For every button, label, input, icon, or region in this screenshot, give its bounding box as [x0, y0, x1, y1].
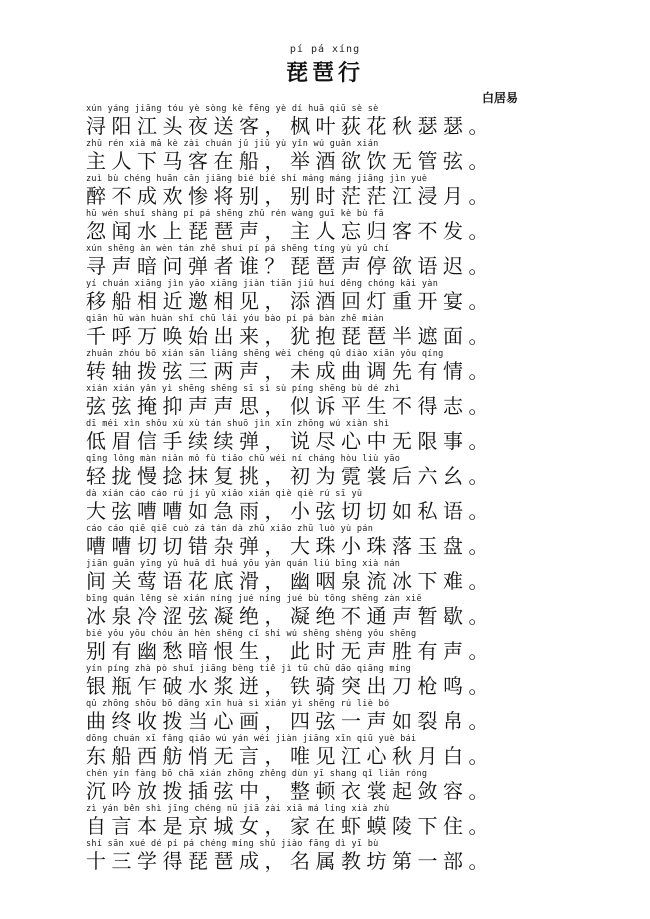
- poem-line: [86, 104, 556, 139]
- poem-line: [86, 839, 556, 874]
- line-pinyin: xún yáng jiāng tóu yè sòng kè fēng yè dí huā qiū sè sè: [86, 104, 379, 114]
- line-text: 曲终收拨当心画，四弦一声如裂帛。: [86, 709, 494, 733]
- line-text: 轻拢慢捻抹复挑，初为霓裳后六幺。: [86, 464, 494, 488]
- line-pinyin: qǔ zhōng shōu bō dāng xīn huà sì xián yì shēng rú liè bó: [86, 699, 390, 709]
- poem-line: [86, 489, 556, 524]
- poem-line: [86, 524, 556, 559]
- poem-line: [86, 384, 556, 419]
- poem-line: [86, 349, 556, 384]
- line-text: 低眉信手续续弹，说尽心中无限事。: [86, 429, 494, 453]
- poem-line: [86, 804, 556, 839]
- poem-title: 琵琶行: [285, 60, 364, 86]
- poem-line: [86, 139, 556, 174]
- line-pinyin: yí chuán xiāng jìn yāo xiāng jiàn tiān jiǔ huí dēng chóng kāi yàn: [86, 279, 439, 289]
- line-text: 弦弦掩抑声声思，似诉平生不得志。: [86, 394, 494, 418]
- line-text: 移船相近邀相见，添酒回灯重开宴。: [86, 289, 494, 313]
- line-pinyin: dōng chuán xī fǎng qiǎo wú yán wéi jiàn jiāng xīn qiū yuè bái: [86, 734, 417, 744]
- line-pinyin: yín píng zhà pò shuǐ jiāng bèng tiě jì tū chū dāo qiāng míng: [86, 664, 412, 674]
- poem-line: [86, 419, 556, 454]
- line-text: 大弦嘈嘈如急雨，小弦切切如私语。: [86, 499, 494, 523]
- line-pinyin: zhǔ rén xià mǎ kè zài chuán jǔ jiǔ yù yǐn wú guǎn xián: [86, 139, 379, 149]
- line-pinyin: xián xián yǎn yì shēng shēng sī sì sù píng shēng bù dé zhì: [86, 384, 401, 394]
- poem-line: [86, 314, 556, 349]
- line-text: 醉不成欢惨将别，别时茫茫江浸月。: [86, 184, 494, 208]
- poem-line: [86, 559, 556, 594]
- line-pinyin: bié yǒu yōu chóu àn hèn shēng cǐ shí wú shēng shèng yǒu shēng: [86, 629, 417, 639]
- poem-line: [86, 454, 556, 489]
- poem-line: [86, 209, 556, 244]
- line-pinyin: zuì bù chéng huān cǎn jiāng bié bié shí máng máng jiāng jìn yuè: [86, 174, 428, 184]
- line-text: 浔阳江头夜送客，枫叶荻花秋瑟瑟。: [86, 114, 494, 138]
- line-pinyin: chén yín fàng bō chā xián zhōng zhěng dùn yī shang qǐ liǎn róng: [86, 769, 428, 779]
- line-text: 寻声暗问弹者谁？琵琶声停欲语迟。: [86, 254, 494, 278]
- line-pinyin: dī méi xìn shǒu xù xù tán shuō jìn xīn zhōng wú xiàn shì: [86, 419, 390, 429]
- line-text: 东船西舫悄无言，唯见江心秋月白。: [86, 744, 494, 768]
- line-text: 冰泉冷涩弦凝绝，凝绝不通声暂歇。: [86, 604, 494, 628]
- poem-line: [86, 279, 556, 314]
- poem-line: [86, 664, 556, 699]
- line-pinyin: qiān hū wàn huàn shǐ chū lái yóu bào pí pá bàn zhē miàn: [86, 314, 384, 324]
- line-text: 沉吟放拨插弦中，整顿衣裳起敛容。: [86, 779, 494, 803]
- line-text: 十三学得琵琶成，名属教坊第一部。: [86, 849, 494, 873]
- poem-line: [86, 244, 556, 279]
- poem-body: [86, 104, 556, 874]
- line-text: 转轴拨弦三两声，未成曲调先有情。: [86, 359, 494, 383]
- line-text: 别有幽愁暗恨生，此时无声胜有声。: [86, 639, 494, 663]
- line-text: 忽闻水上琵琶声，主人忘归客不发。: [86, 219, 494, 243]
- line-text: 千呼万唤始出来，犹抱琵琶半遮面。: [86, 324, 494, 348]
- line-pinyin: zhuǎn zhóu bō xián sān liǎng shēng wèi chéng qǔ diào xiān yǒu qíng: [86, 349, 444, 359]
- poem-line: [86, 174, 556, 209]
- poem-line: [86, 769, 556, 804]
- poem-line: [86, 734, 556, 769]
- line-text: 银瓶乍破水浆迸，铁骑突出刀枪鸣。: [86, 674, 494, 698]
- line-text: 主人下马客在船，举酒欲饮无管弦。: [86, 149, 494, 173]
- line-pinyin: hū wén shuǐ shàng pí pá shēng zhǔ rén wàng guī kè bù fā: [86, 209, 384, 219]
- line-text: 嘈嘈切切错杂弹，大珠小珠落玉盘。: [86, 534, 494, 558]
- poem-line: [86, 629, 556, 664]
- line-pinyin: qīng lǒng màn niǎn mǒ fù tiǎo chū wéi ní cháng hòu liù yāo: [86, 454, 401, 464]
- poem-line: [86, 594, 556, 629]
- line-pinyin: shí sān xué dé pí pá chéng míng shǔ jiào fāng dì yī bù: [86, 839, 379, 849]
- title-pinyin: pí pá xíng: [289, 44, 361, 55]
- poem-line: [86, 699, 556, 734]
- line-pinyin: dà xián cáo cáo rú jí yǔ xiǎo xián qiè qiè rú sī yǔ: [86, 489, 363, 499]
- line-pinyin: jiān guān yīng yǔ huā dǐ huá yōu yàn quán liú bīng xià nán: [86, 559, 401, 569]
- line-pinyin: zì yán běn shì jīng chéng nǚ jiā zài xiā má líng xià zhù: [86, 804, 390, 814]
- line-pinyin: xún shēng àn wèn tán zhě shuí pí pá shēng tíng yù yǔ chí: [86, 244, 390, 254]
- poem-author: 白居易: [482, 91, 519, 105]
- line-pinyin: cáo cáo qiē qiē cuò zá tán dà zhū xiǎo zhū luò yù pán: [86, 524, 374, 534]
- line-text: 自言本是京城女，家在虾蟆陵下住。: [86, 814, 494, 838]
- line-text: 间关莺语花底滑，幽咽泉流冰下难。: [86, 569, 494, 593]
- line-pinyin: bīng quán lěng sè xián níng jué níng jué bù tōng shēng zàn xiē: [86, 594, 422, 604]
